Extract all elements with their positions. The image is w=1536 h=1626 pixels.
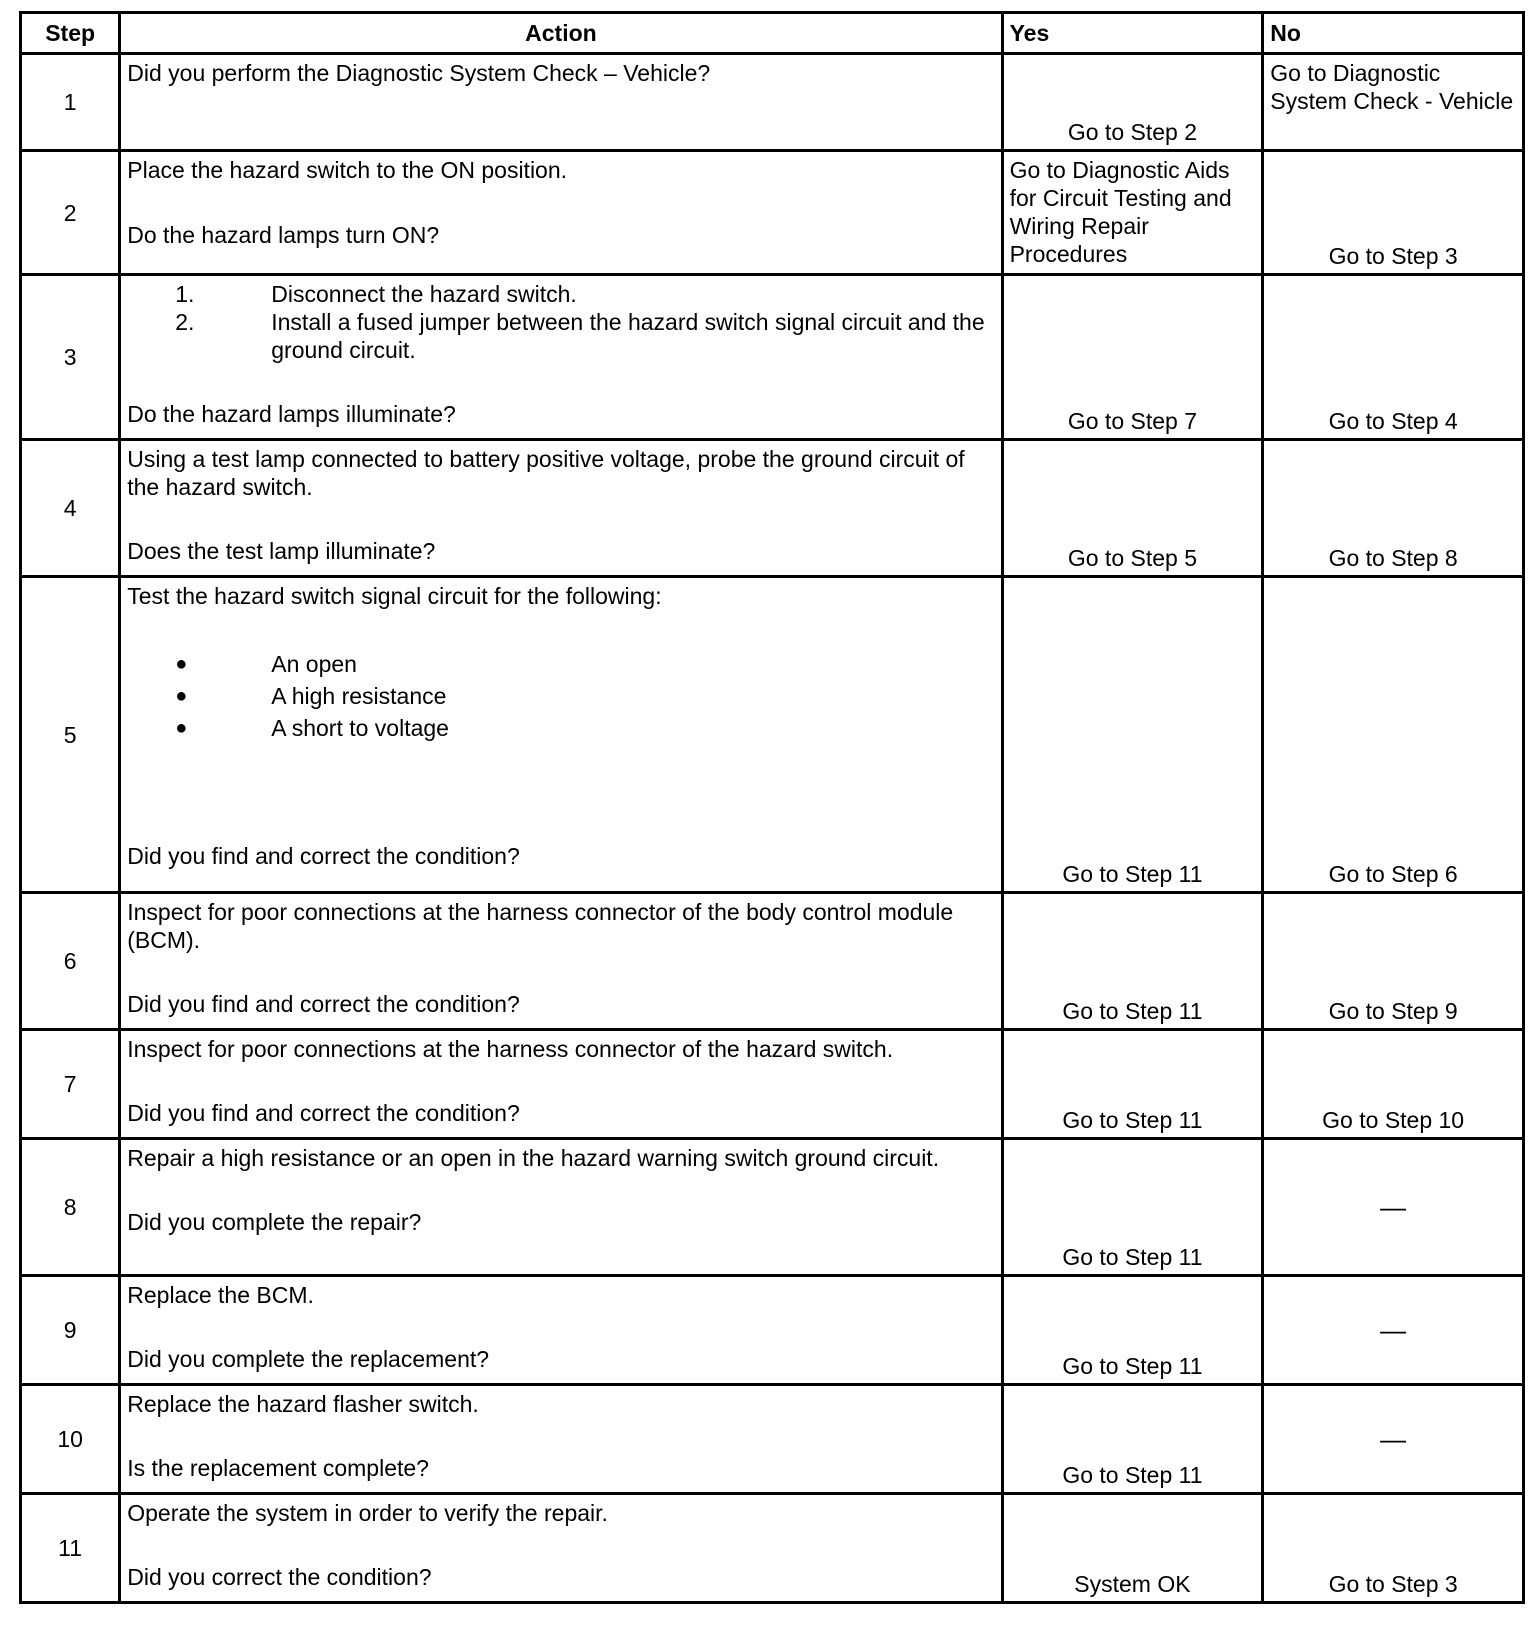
yes-cell: Go to Step 11: [1002, 1030, 1263, 1139]
list-text: Disconnect the hazard switch.: [271, 281, 577, 307]
list-number: 1.: [175, 281, 195, 307]
step-number: 11: [21, 1494, 120, 1603]
action-text: Inspect for poor connections at the harness connector of the hazard switch.: [127, 1036, 894, 1062]
table-row: [21, 577, 1524, 893]
no-cell: —: [1263, 1139, 1524, 1276]
action-text: Replace the BCM.: [127, 1282, 314, 1308]
list-item: [127, 648, 994, 680]
action-text: Inspect for poor connections at the harness connector of the body control module (BCM).: [127, 899, 954, 953]
yes-cell: Go to Step 5: [1002, 440, 1263, 577]
action-cell: [120, 1030, 1002, 1139]
action-cell: [120, 440, 1002, 577]
table-row: [21, 275, 1524, 440]
step-number: 8: [21, 1139, 120, 1276]
header-step: Step: [21, 13, 120, 54]
yes-cell: Go to Step 7: [1002, 275, 1263, 440]
list-text: A short to voltage: [271, 715, 449, 741]
step-number: 7: [21, 1030, 120, 1139]
list-text: Install a fused jumper between the hazard switch signal circuit and the ground circuit.: [271, 309, 985, 363]
action-question: Did you correct the condition?: [127, 1564, 432, 1590]
step-number: 2: [21, 151, 120, 275]
numbered-list: [127, 280, 994, 364]
no-cell: Go to Diagnostic System Check - Vehicle: [1263, 54, 1524, 151]
no-cell: Go to Step 8: [1263, 440, 1524, 577]
yes-cell: Go to Step 11: [1002, 1385, 1263, 1494]
step-number: 10: [21, 1385, 120, 1494]
action-question: Is the replacement complete?: [127, 1455, 429, 1481]
header-yes: Yes: [1002, 13, 1263, 54]
list-text: A high resistance: [271, 683, 447, 709]
yes-cell: Go to Diagnostic Aids for Circuit Testing and Wiring Repair Procedures: [1002, 151, 1263, 275]
diagnostic-table: [19, 11, 1525, 1604]
action-question: Did you complete the replacement?: [127, 1346, 490, 1372]
yes-cell: Go to Step 11: [1002, 1276, 1263, 1385]
action-text: Test the hazard switch signal circuit for the following:: [127, 583, 662, 609]
bullet-icon: ●: [175, 717, 188, 739]
table-row: [21, 1494, 1524, 1603]
list-item: [127, 308, 994, 364]
action-question: Does the test lamp illuminate?: [127, 538, 436, 564]
header-action: Action: [120, 13, 1002, 54]
bullet-icon: ●: [175, 653, 188, 675]
action-cell: [120, 893, 1002, 1030]
table-row: [21, 54, 1524, 151]
no-cell: Go to Step 4: [1263, 275, 1524, 440]
no-cell: Go to Step 10: [1263, 1030, 1524, 1139]
step-number: 5: [21, 577, 120, 893]
table-row: [21, 1385, 1524, 1494]
action-cell: [120, 577, 1002, 893]
action-question: Did you find and correct the condition?: [127, 843, 520, 869]
action-text: Using a test lamp connected to battery positive voltage, probe the ground circuit of the hazard switch.: [127, 446, 965, 500]
no-cell: Go to Step 6: [1263, 577, 1524, 893]
action-question: Did you complete the repair?: [127, 1209, 422, 1235]
action-question: Do the hazard lamps turn ON?: [127, 222, 440, 248]
action-text: Place the hazard switch to the ON position.: [127, 157, 568, 183]
yes-cell: System OK: [1002, 1494, 1263, 1603]
list-item: [127, 712, 994, 744]
no-cell: Go to Step 3: [1263, 151, 1524, 275]
action-cell: [120, 1385, 1002, 1494]
table-row: [21, 440, 1524, 577]
action-text: Operate the system in order to verify the repair.: [127, 1500, 608, 1526]
yes-cell: Go to Step 11: [1002, 893, 1263, 1030]
table-row: [21, 151, 1524, 275]
table-row: [21, 1276, 1524, 1385]
bullet-icon: ●: [175, 685, 188, 707]
list-item: [127, 280, 994, 308]
step-number: 3: [21, 275, 120, 440]
table-row: [21, 1139, 1524, 1276]
step-number: 9: [21, 1276, 120, 1385]
yes-cell: Go to Step 2: [1002, 54, 1263, 151]
action-cell: [120, 151, 1002, 275]
table-row: [21, 893, 1524, 1030]
action-cell: [120, 54, 1002, 151]
action-question: Do the hazard lamps illuminate?: [127, 401, 456, 427]
yes-cell: Go to Step 11: [1002, 577, 1263, 893]
action-text: Did you perform the Diagnostic System Check – Vehicle?: [127, 60, 711, 86]
no-cell: —: [1263, 1385, 1524, 1494]
bullet-list: [127, 648, 994, 744]
step-number: 6: [21, 893, 120, 1030]
list-text: An open: [271, 651, 357, 677]
action-cell: [120, 275, 1002, 440]
header-no: No: [1263, 13, 1524, 54]
list-item: [127, 680, 994, 712]
action-cell: [120, 1494, 1002, 1603]
header-row: [21, 13, 1524, 54]
no-cell: Go to Step 9: [1263, 893, 1524, 1030]
no-cell: Go to Step 3: [1263, 1494, 1524, 1603]
step-number: 4: [21, 440, 120, 577]
action-cell: [120, 1276, 1002, 1385]
step-number: 1: [21, 54, 120, 151]
action-question: Did you find and correct the condition?: [127, 991, 520, 1017]
action-text: Repair a high resistance or an open in the hazard warning switch ground circuit.: [127, 1145, 940, 1171]
table-row: [21, 1030, 1524, 1139]
action-cell: [120, 1139, 1002, 1276]
yes-cell: Go to Step 11: [1002, 1139, 1263, 1276]
list-number: 2.: [175, 309, 195, 335]
action-text: Replace the hazard flasher switch.: [127, 1391, 479, 1417]
action-question: Did you find and correct the condition?: [127, 1100, 520, 1126]
no-cell: —: [1263, 1276, 1524, 1385]
